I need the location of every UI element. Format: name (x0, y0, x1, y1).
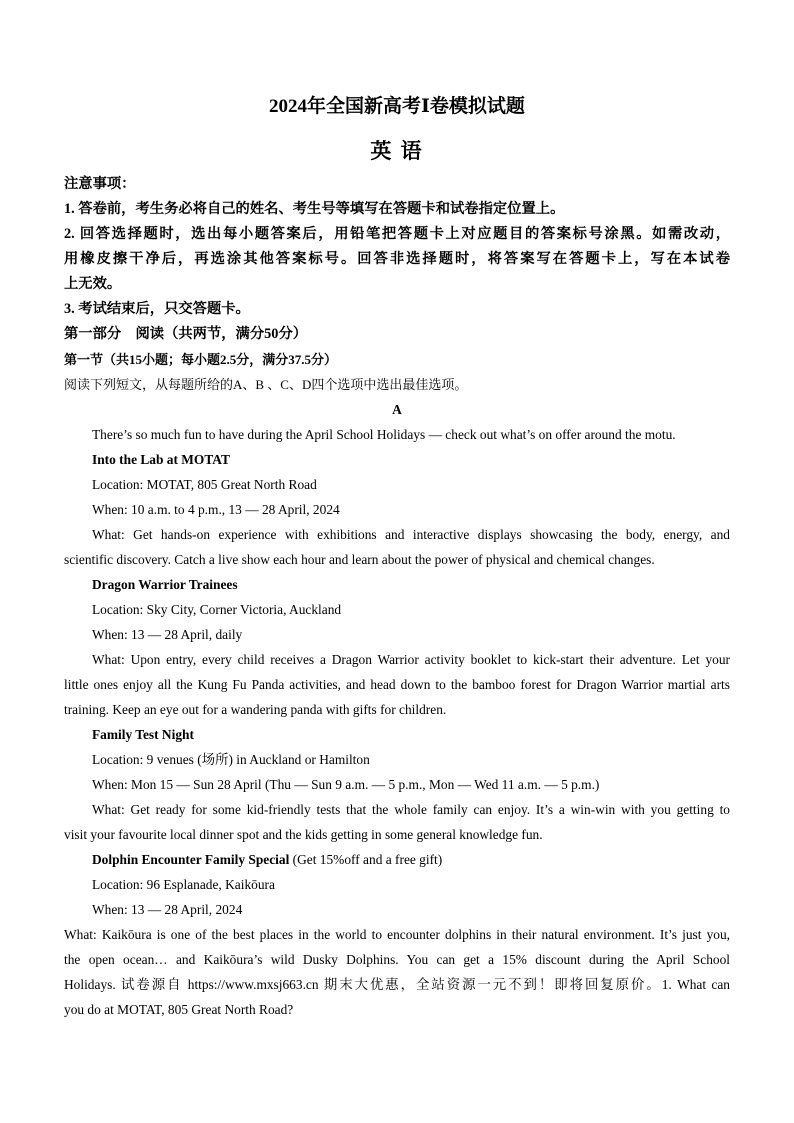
exam-content (64, 172, 730, 1022)
event-1-what-line-1: What: Get hands-on experience with exhibitions and interactive displays showcasing the body, energy, and (92, 527, 730, 542)
event-2-what-line-1: What: Upon entry, every child receives a Dragon Warrior activity booklet to kick-start their adventure. Let your (92, 652, 730, 667)
notes-item-2-line-1: 2. 回答选择题时，选出每小题答案后，用铅笔把答题卡上对应题目的答案标号涂黑。如需改动， (64, 226, 730, 242)
event-1-when: When: 10 a.m. to 4 p.m., 13 — 28 April, 2024 (92, 502, 340, 517)
notes-item-3: 3. 考试结束后，只交答题卡。 (64, 301, 250, 317)
event-4-when: When: 13 — 28 April, 2024 (92, 902, 243, 917)
event-3-title: Family Test Night (92, 727, 194, 742)
event-4-title-line (64, 847, 730, 872)
event-3-location: Location: 9 venues (场所) in Auckland or Hamilton (92, 752, 370, 767)
event-4-what-line-1: What: Kaikōura is one of the best places in the world to encounter dolphins in their natural environment. It’s just you, (64, 927, 730, 942)
notes-heading: 注意事项： (64, 176, 136, 192)
event-4-location: Location: 96 Esplanade, Kaikōura (92, 877, 275, 892)
event-3-what-line-1: What: Get ready for some kid-friendly tests that the whole family can enjoy. It’s a win-win with you getting to (92, 802, 730, 817)
event-4-title: Dolphin Encounter Family Special (92, 852, 290, 867)
event-4-what-line-2: the open ocean… and Kaikōura’s wild Dusky Dolphins. You can get a 15% discount during the April School (64, 952, 730, 967)
event-1-what-line-2: scientific discovery. Catch a live show each hour and learn about the power of physical and chemical changes. (64, 552, 655, 567)
event-1-title: Into the Lab at MOTAT (92, 452, 230, 467)
section-1-heading: 第一节（共15小题；每小题2.5分，满分37.5分） (64, 352, 338, 367)
part-1-heading: 第一部分 阅读（共两节，满分50分） (64, 326, 308, 342)
event-4-what-line-4: you do at MOTAT, 805 Great North Road? (64, 1002, 294, 1017)
event-2-location: Location: Sky City, Corner Victoria, Auckland (92, 602, 342, 617)
reading-instruction: 阅读下列短文，从每题所给的A、B 、C、D四个选项中选出最佳选项。 (64, 377, 468, 392)
notes-item-2-line-3: 上无效。 (64, 276, 122, 292)
event-2-when: When: 13 — 28 April, daily (92, 627, 243, 642)
event-2-what-line-3: training. Keep an eye out for a wandering panda with gifts for children. (64, 702, 447, 717)
passage-label: A (392, 402, 402, 417)
exam-title: 2024年全国新高考Ⅰ卷模拟试题 (269, 96, 525, 117)
notes-item-1: 1. 答卷前，考生务必将自己的姓名、考生号等填写在答题卡和试卷指定位置上。 (64, 201, 565, 217)
event-3-what-line-2: visit your favourite local dinner spot and the kids getting in some general knowledge fun. (64, 827, 543, 842)
notes-item-2-line-2: 用橡皮擦干净后，再选涂其他答案标号。回答非选择题时，将答案写在答题卡上，写在本试卷 (64, 251, 730, 267)
event-2-title: Dragon Warrior Trainees (92, 577, 238, 592)
event-3-when: When: Mon 15 — Sun 28 April (Thu — Sun 9 a.m. — 5 p.m., Mon — Wed 11 a.m. — 5 p.m.) (92, 777, 600, 792)
passage-intro: There’s so much fun to have during the April School Holidays — check out what’s on offer around the motu. (92, 427, 676, 442)
event-1-location: Location: MOTAT, 805 Great North Road (92, 477, 317, 492)
subject-title: 英 语 (370, 139, 424, 163)
event-4-title-note: (Get 15%off and a free gift) (289, 852, 443, 867)
event-4-what-line-3: Holidays. 试卷源自 https://www.mxsj663.cn 期末大优惠，全站资源一元不到！即将回复原价。1. What can (64, 977, 730, 992)
event-2-what-line-2: little ones enjoy all the Kung Fu Panda activities, and head down to the bamboo forest for Dragon Warrior martial arts (64, 677, 730, 692)
